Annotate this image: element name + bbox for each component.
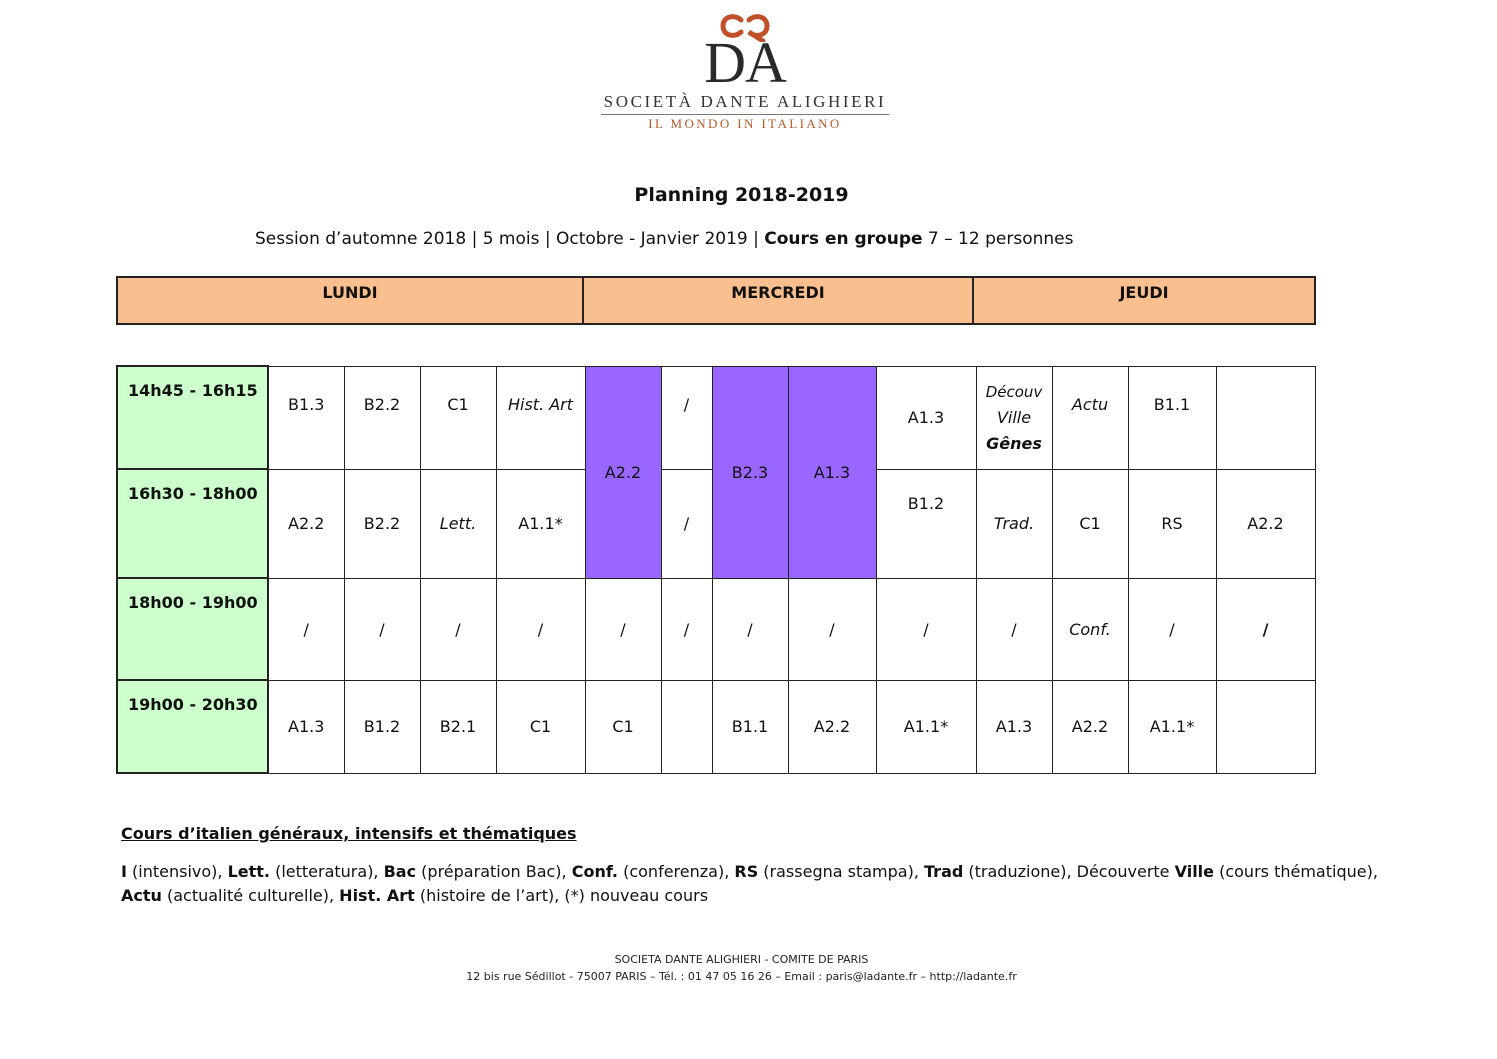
course-cell: Conf. [1052,578,1128,680]
course-cell: / [976,578,1052,680]
logo-name: SOCIETÀ DANTE ALIGHIERI [603,92,887,111]
legend-term: Ville [1174,862,1215,881]
legend-desc: (conferenza), [618,862,735,881]
legend-desc: (histoire de l’art), (*) nouveau cours [414,886,709,905]
course-cell: B1.1 [712,680,788,773]
course-cell: A2.2 [788,680,876,773]
merged-course-cell: A2.2 [585,366,661,578]
day-header-jeudi: JEUDI [973,277,1315,324]
day-header-lundi: LUNDI [117,277,583,324]
legend-desc: (traduzione), Découverte [963,862,1175,881]
footer-line2: 12 bis rue Sédillot - 75007 PARIS – Tél. : 01 47 05 16 26 – Email : paris@ladante.fr – http://ladante.fr [466,970,1017,983]
subtitle-part1: Session d’automne 2018 | 5 mois | Octobre - Janvier 2019 | [255,229,765,249]
time-slot: 18h00 - 19h00 [117,578,268,680]
course-cell: B2.1 [420,680,496,773]
legend-desc: (letteratura), [270,862,384,881]
course-cell: B1.2 [344,680,420,773]
course-cell: C1 [496,680,585,773]
legend-text [121,860,1411,908]
course-cell: B2.2 [344,469,420,578]
legend-term: Conf. [571,862,619,881]
legend-desc: (intensivo), [126,862,228,881]
course-cell: B1.1 [1128,366,1216,469]
footer-line1: SOCIETA DANTE ALIGHIERI - COMITE DE PARIS [614,953,869,966]
course-cell: / [1128,578,1216,680]
course-cell: A1.1* [496,469,585,578]
society-logo [590,14,900,144]
course-cell: / [712,578,788,680]
course-cell [1216,366,1315,469]
course-cell: Lett. [420,469,496,578]
course-cell: C1 [585,680,661,773]
course-cell: A2.2 [1052,680,1128,773]
page-footer [0,951,1483,985]
course-cell: / [661,578,712,680]
course-cell: A2.2 [268,469,344,578]
course-cell: Trad. [976,469,1052,578]
table-row [117,680,1315,773]
subtitle-part2: 7 – 12 personnes [922,229,1074,249]
legend-term: Lett. [227,862,270,881]
course-cell: A1.3 [268,680,344,773]
course-cell-line: Ville [996,407,1032,427]
course-cell: Hist. Art [496,366,585,469]
course-cell: A1.3 [876,366,976,469]
legend-term: Actu [121,886,162,905]
page-title: Planning 2018-2019 [634,184,849,206]
logo-tagline: IL MONDO IN ITALIANO [648,116,842,131]
course-cell-line: Gênes [986,433,1042,453]
legend-desc: (actualité culturelle), [161,886,340,905]
course-cell: B1.3 [268,366,344,469]
merged-course-cell: B2.3 [712,366,788,578]
course-cell: C1 [1052,469,1128,578]
course-cell: / [420,578,496,680]
course-cell: / [496,578,585,680]
legend-term: I [121,862,127,881]
course-cell: B1.2 [876,469,976,578]
legend-desc: (préparation Bac), [416,862,572,881]
subtitle-bold: Cours en groupe [764,229,923,249]
course-cell: / [876,578,976,680]
course-cell: / [788,578,876,680]
schedule-grid [116,365,1316,774]
legend-desc: (cours thématique), [1214,862,1378,881]
course-cell: A1.1* [876,680,976,773]
legend-title: Cours d’italien généraux, intensifs et thématiques [121,824,577,843]
course-cell: / [1216,578,1315,680]
table-row [117,366,1315,469]
course-cell: / [344,578,420,680]
course-cell: RS [1128,469,1216,578]
merged-course-cell: A1.3 [788,366,876,578]
time-slot: 14h45 - 16h15 [117,366,268,469]
course-cell: A1.3 [976,680,1052,773]
table-row [117,578,1315,680]
course-cell: A2.2 [1216,469,1315,578]
course-cell [1216,680,1315,773]
course-cell: B2.2 [344,366,420,469]
course-cell: Actu [1052,366,1128,469]
time-slot: 19h00 - 20h30 [117,680,268,773]
session-subtitle [255,229,1073,249]
day-header-table [116,276,1316,325]
day-header-mercredi: MERCREDI [583,277,973,324]
course-cell: / [268,578,344,680]
course-cell: A1.1* [1128,680,1216,773]
course-cell: C1 [420,366,496,469]
legend-term: RS [734,862,759,881]
time-slot: 16h30 - 18h00 [117,469,268,578]
course-cell [661,680,712,773]
legend-term: Bac [383,862,417,881]
logo-divider [601,114,889,115]
legend-term: Hist. Art [339,886,415,905]
logo-monogram: DA [704,30,786,95]
course-cell-line: Découv [985,382,1043,401]
legend-term: Trad [924,862,964,881]
course-cell [976,366,1052,469]
course-cell: / [661,366,712,469]
legend-desc: (rassegna stampa), [758,862,925,881]
course-cell: / [661,469,712,578]
course-cell: / [585,578,661,680]
